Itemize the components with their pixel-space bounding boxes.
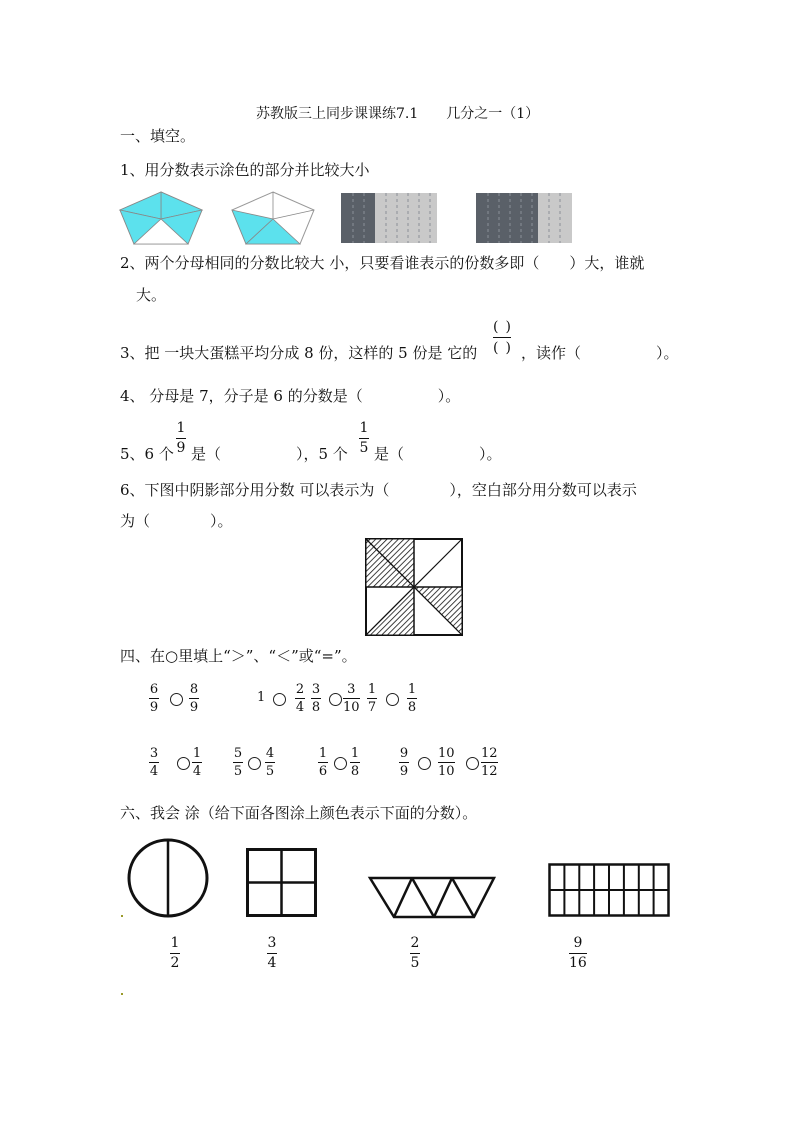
fraction-bar — [170, 953, 180, 954]
compare-fraction — [407, 682, 417, 715]
bar-figure-2 — [476, 193, 572, 243]
fraction-bar — [481, 762, 498, 763]
frac-den: 10 — [438, 764, 455, 779]
frac-den: 8 — [350, 764, 360, 779]
fraction-bar — [410, 953, 420, 954]
q5-fraction-2 — [359, 420, 369, 457]
q3-frac-num: ( ) — [493, 319, 511, 335]
section-1-heading: 一、填空。 — [120, 127, 196, 145]
frac-den: 4 — [192, 764, 202, 779]
compare-fraction — [438, 746, 455, 779]
q5-f1-den: 9 — [176, 440, 186, 456]
frac-den: 8 — [311, 700, 321, 715]
pentagon-figure-2 — [230, 190, 316, 246]
fraction-bar — [149, 698, 159, 699]
compare-fraction — [265, 746, 275, 779]
fraction-bar — [569, 953, 587, 954]
compare-fraction — [367, 682, 377, 715]
frac-num: 2 — [295, 682, 305, 697]
frac-num: 1 — [350, 746, 360, 761]
section-4-heading: 四、在○里填上“＞”、“＜”或“=”。 — [120, 647, 357, 665]
compare-circle[interactable] — [273, 693, 286, 706]
frac-den: 5 — [233, 764, 243, 779]
fraction-bar — [311, 698, 321, 699]
compare-circle[interactable] — [386, 693, 399, 706]
compare-fraction — [192, 746, 202, 779]
compare-fraction — [189, 682, 199, 715]
q1-text: 1、用分数表示涂色的部分并比较大小 — [120, 161, 370, 179]
frac-den: 4 — [295, 700, 305, 715]
square-grid-shape[interactable] — [246, 848, 318, 918]
frac-num: 2 — [410, 935, 420, 951]
compare-fraction — [233, 746, 243, 779]
fraction-bar — [350, 762, 360, 763]
fraction-bar — [189, 698, 199, 699]
q3-text-before: 3、把 一块大蛋糕平均分成 8 份，这样的 5 份是 它的 — [120, 344, 478, 362]
frac-den: 4 — [267, 955, 277, 971]
scan-dot — [121, 993, 123, 995]
fraction-bar — [359, 438, 369, 439]
compare-whole: 1 — [257, 690, 266, 705]
frac-den: 7 — [367, 700, 377, 715]
page-title: 苏教版三上同步课课练7.1 几分之一（1） — [256, 106, 540, 122]
target-fraction — [410, 935, 420, 972]
frac-num: 3 — [347, 682, 356, 697]
q5-part1: 5、6 个 — [120, 445, 174, 463]
q2-line1: 2、两个分母相同的分数比较大 小，只要看谁表示的份数多即（ ）大，谁就 — [120, 254, 645, 272]
frac-den: 12 — [481, 764, 498, 779]
compare-fraction — [343, 682, 360, 715]
fraction-bar — [438, 762, 455, 763]
frac-den: 9 — [399, 764, 409, 779]
q6-line1: 6、下图中阴影部分用分数 可以表示为（ ），空白部分用分数可以表示 — [120, 481, 637, 499]
q3-text-after: ，读作（ ）。 — [521, 344, 679, 362]
frac-num: 6 — [149, 682, 159, 697]
fraction-bar — [267, 953, 277, 954]
fraction-bar — [493, 337, 511, 338]
trapezoid-shape[interactable] — [368, 873, 496, 919]
target-fraction — [267, 935, 277, 972]
frac-num: 3 — [267, 935, 277, 951]
q4-text: 4、 分母是 7，分子是 6 的分数是（ ）。 — [120, 387, 461, 405]
frac-num: 9 — [399, 746, 409, 761]
fraction-bar — [407, 698, 417, 699]
compare-fraction — [149, 746, 159, 779]
compare-fraction — [295, 682, 305, 715]
frac-num: 3 — [311, 682, 321, 697]
compare-fraction — [350, 746, 360, 779]
frac-den: 9 — [149, 700, 159, 715]
fraction-bar — [367, 698, 377, 699]
fraction-bar — [176, 438, 186, 439]
frac-den: 10 — [343, 700, 360, 715]
compare-circle[interactable] — [177, 757, 190, 770]
fraction-bar — [318, 762, 328, 763]
fraction-bar — [295, 698, 305, 699]
fraction-bar — [149, 762, 159, 763]
fraction-bar — [399, 762, 409, 763]
fraction-bar — [233, 762, 243, 763]
frac-num: 1 — [367, 682, 377, 697]
compare-fraction — [149, 682, 159, 715]
q5-part2: 是（ ），5 个 — [191, 445, 348, 463]
frac-den: 5 — [265, 764, 275, 779]
frac-num: 1 — [318, 746, 328, 761]
compare-fraction — [318, 746, 328, 779]
target-fraction — [170, 935, 180, 972]
frac-num: 5 — [233, 746, 243, 761]
frac-num: 10 — [438, 746, 455, 761]
frac-den: 5 — [410, 955, 420, 971]
frac-num: 3 — [149, 746, 159, 761]
compare-circle[interactable] — [329, 693, 342, 706]
frac-num: 1 — [407, 682, 417, 697]
bar-figure-1 — [341, 193, 437, 243]
frac-num: 1 — [192, 746, 202, 761]
frac-den: 2 — [170, 955, 180, 971]
section-6-heading: 六、我会 涂（给下面各图涂上颜色表示下面的分数）。 — [120, 804, 478, 822]
q5-part3: 是（ ）。 — [374, 445, 502, 463]
compare-circle[interactable] — [170, 693, 183, 706]
circle-shape[interactable] — [127, 838, 209, 918]
shaded-square-figure — [365, 538, 463, 636]
frac-num: 9 — [573, 935, 583, 951]
scan-dot — [121, 915, 123, 917]
frac-num: 4 — [265, 746, 275, 761]
compare-fraction — [311, 682, 321, 715]
q5-fraction-1 — [176, 420, 186, 457]
compare-circle[interactable] — [466, 757, 479, 770]
frac-den: 4 — [149, 764, 159, 779]
compare-fraction — [481, 746, 498, 779]
q6-line2: 为（ ）。 — [120, 512, 233, 530]
q5-f2-den: 5 — [359, 440, 369, 456]
frac-num: 8 — [189, 682, 199, 697]
frac-den: 9 — [189, 700, 199, 715]
fraction-bar — [265, 762, 275, 763]
q3-frac-den: ( ) — [493, 340, 511, 356]
frac-num: 12 — [481, 746, 498, 761]
q5-f2-num: 1 — [359, 420, 369, 436]
fraction-bar — [343, 698, 360, 699]
fraction-bar — [192, 762, 202, 763]
frac-den: 16 — [569, 955, 587, 971]
pentagon-figure-1 — [118, 190, 204, 246]
q5-f1-num: 1 — [176, 420, 186, 436]
compare-circle[interactable] — [418, 757, 431, 770]
compare-circle[interactable] — [248, 757, 261, 770]
frac-num: 1 — [170, 935, 180, 951]
frac-den: 6 — [318, 764, 328, 779]
rect-grid-shape[interactable] — [548, 863, 670, 917]
compare-circle[interactable] — [334, 757, 347, 770]
target-fraction — [569, 935, 587, 972]
q3-fraction-blank — [493, 318, 511, 357]
q2-line2: 大。 — [136, 286, 167, 304]
frac-den: 8 — [407, 700, 417, 715]
compare-fraction — [399, 746, 409, 779]
